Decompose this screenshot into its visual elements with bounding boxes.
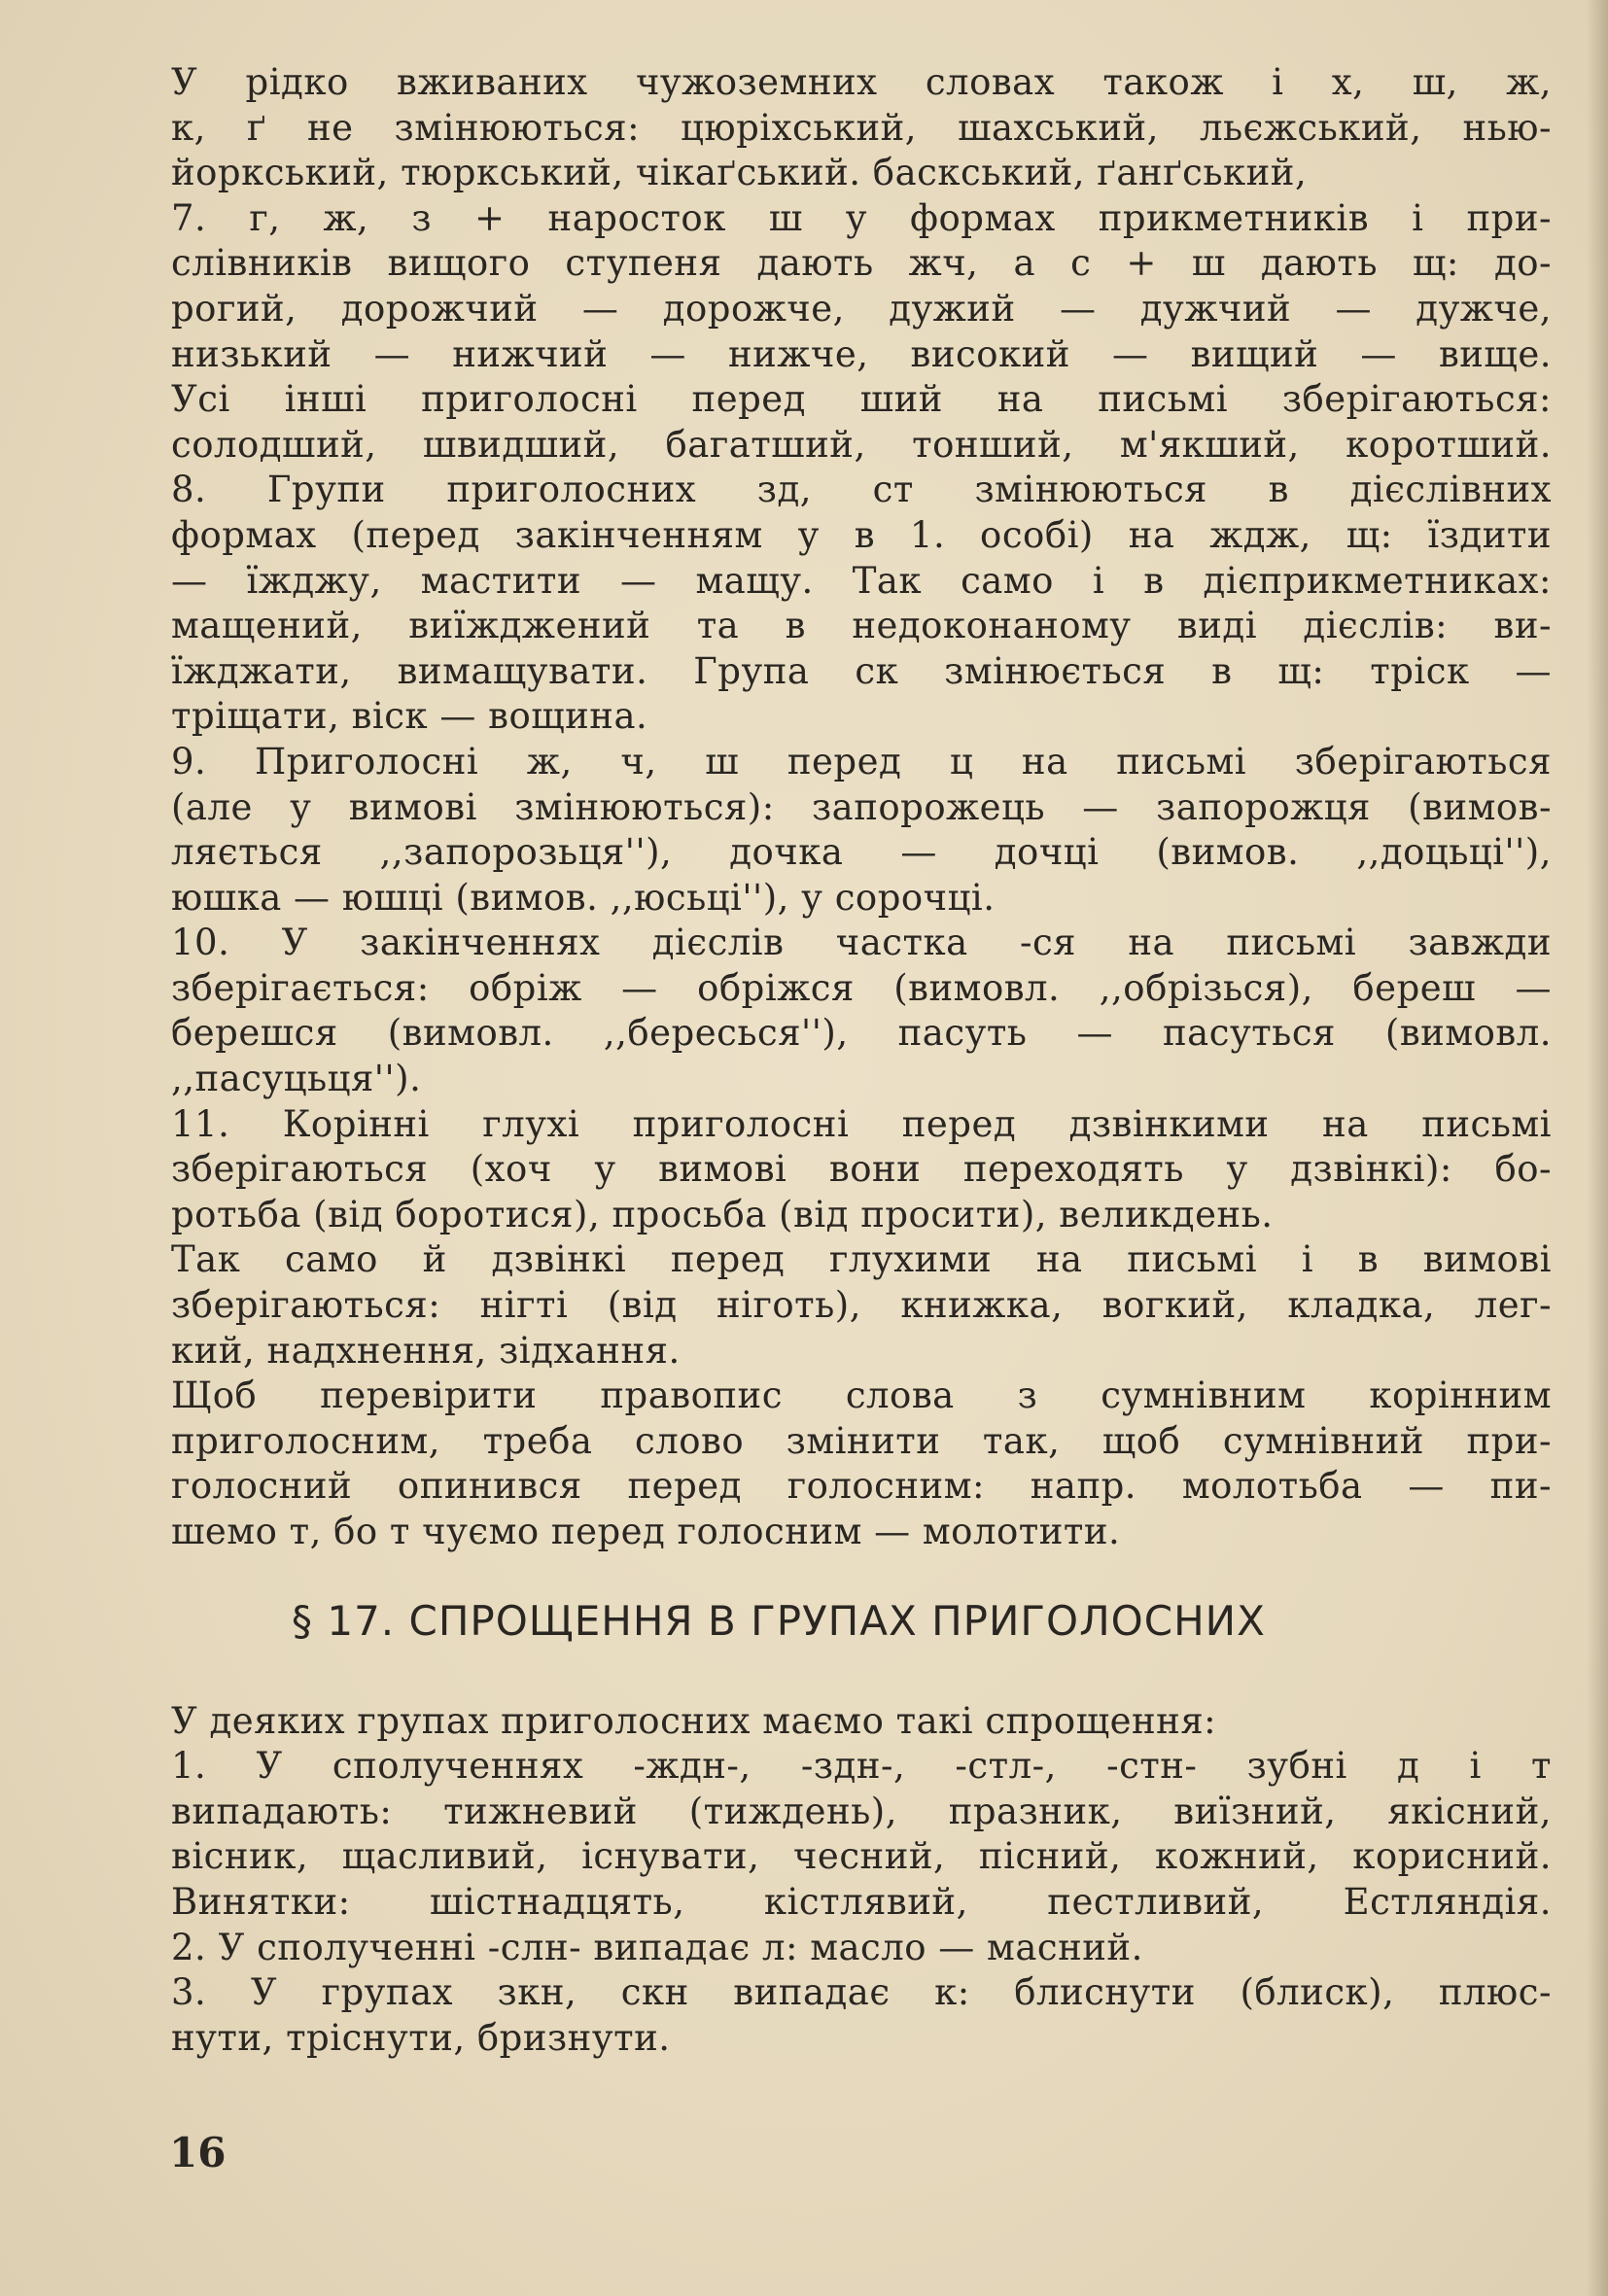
text-line: солодший, швидший, багатший, тонший, м'якший, коротший. (171, 423, 1552, 466)
text-block-rules-7-11 (171, 60, 1552, 1555)
text-block-section-17 (171, 1699, 1552, 2062)
text-line: Усі інші приголосні перед ший на письмі зберігаються: (171, 378, 1552, 421)
text-line: к, ґ не змінюються: цюріхський, шахський, льєжський, нью- (171, 106, 1552, 149)
text-line: Так само й дзвінкі перед глухими на письмі і в вимові (171, 1238, 1552, 1281)
text-line: 7. г, ж, з + наросток ш у формах прикметників і при- (171, 196, 1552, 239)
text-line: У рідко вживаних чужоземних словах також і х, ш, ж, (171, 61, 1552, 103)
text-line: (але у вимові змінюються): запорожець — запорожця (вимов- (171, 785, 1552, 828)
text-line: приголосним, треба слово змінити так, щоб сумнівний при- (171, 1419, 1552, 1462)
text-line: випадають: тижневий (тиждень), празник, виїзний, якісний, (171, 1790, 1552, 1832)
page-content (171, 60, 1552, 2061)
text-line: вісник, щасливий, існувати, чесний, пісний, кожний, корисний. (171, 1835, 1552, 1878)
text-line: 3. У групах зкн, скн випадає к: блиснути (блиск), плюс- (171, 1971, 1552, 2014)
section-heading: § 17. СПРОЩЕННЯ В ГРУПАХ ПРИГОЛОСНИХ (292, 1596, 1266, 1645)
text-line: У деяких групах приголосних маємо такі спрощення: (171, 1699, 1217, 1742)
page-number: 16 (169, 2129, 227, 2176)
text-line: 8. Групи приголосних зд, ст змінюються в дієслівних (171, 469, 1552, 511)
text-line: слівників вищого ступеня дають жч, а с + ш дають щ: до- (171, 242, 1552, 285)
text-line: формах (перед закінченням у в 1. особі) на ждж, щ: їздити (171, 513, 1552, 556)
text-line: шемо т, бо т чуємо перед голосним — молотити. (171, 1511, 1121, 1552)
text-line: їжджати, вимащувати. Група ск змінюється в щ: тріск — (171, 649, 1552, 692)
text-line: йоркський, тюркський, чікаґський. баскський, ґанґський, (171, 152, 1308, 194)
text-line: низький — нижчий — нижче, високий — вищий — вище. (171, 332, 1552, 375)
text-line: 11. Корінні глухі приголосні перед дзвінкими на письмі (171, 1102, 1552, 1145)
text-line: ротьба (від боротися), просьба (від просити), великдень. (171, 1193, 1274, 1235)
text-line: мащений, виїжджений та в недоконаному виді дієслів: ви- (171, 605, 1552, 647)
text-line: 10. У закінченнях дієслів частка -ся на письмі завжди (171, 922, 1552, 964)
text-line: 9. Приголосні ж, ч, ш перед ц на письмі зберігаються (171, 740, 1552, 783)
text-line: 2. У сполученні -слн- випадає л: масло — масний. (171, 1926, 1143, 1968)
page-edge-shadow (1587, 0, 1608, 2296)
text-line: тріщати, віск — вощина. (171, 695, 648, 738)
text-line: ляється ,,запорозьця''), дочка — дочці (вимов. ,,доцьці''), (171, 831, 1552, 874)
text-line: зберігаються: нігті (від ніготь), книжка, вогкий, кладка, лег- (171, 1284, 1552, 1327)
text-line: ,,пасуцьця''). (171, 1058, 422, 1100)
text-line: юшка — юшці (вимов. ,,юсьці''), у сорочці. (171, 876, 996, 919)
text-line: Щоб перевірити правопис слова з сумнівним корінним (171, 1374, 1552, 1417)
text-line: кий, надхнення, зідхання. (171, 1329, 681, 1372)
text-line: рогий, дорожчий — дорожче, дужий — дужчий — дужче, (171, 287, 1552, 330)
text-line: берешся (вимовл. ,,бересься''), пасуть — пасуться (вимовл. (171, 1012, 1552, 1055)
text-line: зберігається: обріж — обріжся (вимовл. ,,обрізься), береш — (171, 966, 1552, 1009)
text-line: нути, тріснути, бризнути. (171, 2016, 671, 2059)
text-line: — їжджу, мастити — мащу. Так само і в дієприкметниках: (171, 559, 1552, 602)
text-line: Винятки: шістнадцять, кістлявий, пестливий, Естляндія. (171, 1880, 1552, 1923)
text-line: голосний опинився перед голосним: напр. молотьба — пи- (171, 1465, 1552, 1508)
text-line: зберігаються (хоч у вимові вони переходять у дзвінкі): бо- (171, 1148, 1552, 1191)
text-line: 1. У сполученнях -ждн-, -здн-, -стл-, -стн- зубні д і т (171, 1745, 1552, 1788)
